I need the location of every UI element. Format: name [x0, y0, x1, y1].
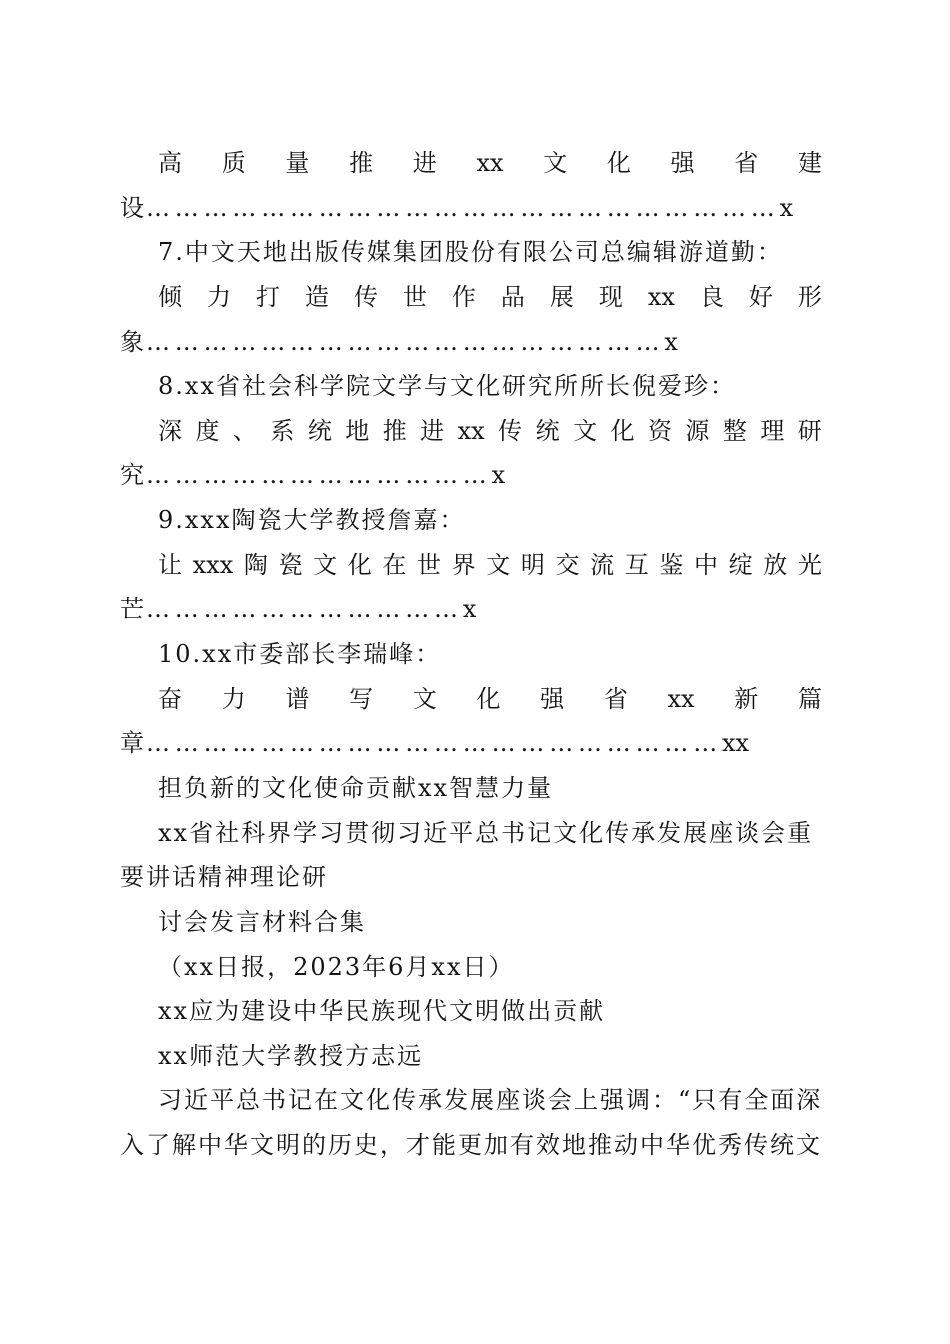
justified-glyph: 统 — [535, 416, 560, 445]
justified-glyph: 谱 — [285, 684, 310, 713]
justified-glyph: xx — [667, 684, 695, 713]
toc-speaker: 7.中文天地出版传媒集团股份有限公司总编辑游道勤： — [158, 238, 783, 267]
justified-glyph: 省 — [734, 149, 759, 177]
justified-glyph: 推 — [349, 149, 374, 177]
justified-glyph: 化 — [476, 684, 501, 713]
justified-glyph: 化 — [610, 416, 635, 445]
justified-glyph: 化 — [347, 550, 372, 579]
toc-leader-line — [120, 186, 822, 231]
justified-glyph: 高 — [158, 149, 182, 177]
collection-title-line: 讨会发言材料合集 — [158, 907, 366, 936]
justified-glyph: xxx — [192, 550, 234, 579]
body-line: 入了解中华文明的历史，才能更加有效地推动中华优秀传统文 — [120, 1131, 822, 1160]
justified-glyph: 传 — [353, 282, 378, 311]
justified-glyph: 省 — [603, 684, 628, 713]
justified-glyph: 进 — [412, 149, 437, 177]
body-line: 习近平总书记在文化传承发展座谈会上强调：“只有全面深 — [158, 1086, 823, 1115]
justified-glyph: 源 — [685, 416, 710, 445]
justified-glyph: 量 — [285, 149, 310, 177]
justified-glyph: 强 — [670, 149, 695, 177]
justified-glyph: 、 — [232, 416, 257, 445]
article-body — [120, 1078, 822, 1167]
justified-glyph: 度 — [195, 416, 220, 445]
justified-glyph: 互 — [624, 550, 649, 579]
justified-glyph: 鉴 — [659, 550, 684, 579]
justified-glyph: 篇 — [797, 684, 822, 713]
toc-entry — [120, 498, 822, 632]
justified-glyph: 在 — [382, 550, 407, 579]
dot-leader: ………………………………………………………… — [146, 193, 780, 222]
toc-leader-line — [120, 587, 822, 632]
justified-glyph: 奋 — [158, 684, 182, 713]
justified-glyph: 展 — [549, 282, 574, 311]
justified-glyph: 化 — [606, 149, 631, 177]
toc-title-line — [120, 409, 822, 454]
justified-glyph: 倾 — [158, 282, 182, 311]
justified-glyph: 品 — [500, 282, 525, 311]
toc-title-end: 芒 — [120, 595, 146, 624]
justified-glyph: 中 — [693, 550, 718, 579]
justified-glyph: 研 — [797, 416, 822, 445]
justified-glyph: 光 — [797, 550, 822, 579]
justified-glyph: 界 — [451, 550, 476, 579]
justified-glyph: 深 — [158, 416, 182, 445]
justified-glyph: 文 — [412, 684, 437, 713]
justified-glyph: 新 — [734, 684, 759, 713]
justified-glyph: 好 — [748, 282, 773, 311]
collection-title-line: 要讲话精神理论研 — [120, 863, 328, 892]
document-page — [120, 141, 822, 1168]
justified-glyph: 地 — [345, 416, 370, 445]
toc-entry — [120, 141, 822, 230]
justified-glyph: 打 — [255, 282, 280, 311]
justified-glyph: 资 — [647, 416, 672, 445]
toc-title-line — [120, 141, 822, 186]
justified-glyph: 整 — [722, 416, 747, 445]
toc-speaker: 8.xx省社会科学院文学与文化研究所所长倪爱珍： — [158, 372, 736, 401]
justified-glyph: 瓷 — [278, 550, 303, 579]
collection-title — [120, 811, 822, 945]
source-line: （xx日报，2023年6月xx日） — [158, 952, 515, 981]
page-number: xx — [722, 729, 750, 758]
page-number: x — [491, 461, 506, 490]
justified-glyph: 文 — [486, 550, 511, 579]
page-number: x — [462, 595, 477, 624]
dot-leader: ……………………………… — [146, 461, 492, 490]
dot-leader: …………………………………………………… — [146, 729, 722, 758]
justified-glyph: 文 — [313, 550, 338, 579]
justified-glyph: 让 — [158, 550, 182, 579]
toc-entry — [120, 364, 822, 498]
justified-glyph: 力 — [221, 684, 246, 713]
toc-title-line — [120, 543, 822, 588]
article-author: xx师范大学教授方志远 — [158, 1041, 424, 1070]
justified-glyph: 形 — [797, 282, 822, 311]
justified-glyph: 现 — [598, 282, 623, 311]
toc-title-end: 设 — [120, 193, 146, 222]
toc-title-end: 究 — [120, 461, 146, 490]
justified-glyph: 世 — [402, 282, 427, 311]
justified-glyph: 陶 — [243, 550, 268, 579]
justified-glyph: xx — [457, 416, 485, 445]
justified-glyph: 流 — [590, 550, 615, 579]
justified-glyph: 系 — [270, 416, 295, 445]
justified-glyph: 传 — [498, 416, 523, 445]
justified-glyph: 放 — [763, 550, 788, 579]
justified-glyph: 建 — [797, 149, 822, 177]
toc-leader-line — [120, 721, 822, 766]
justified-glyph: 统 — [307, 416, 332, 445]
page-number: x — [779, 193, 794, 222]
toc-entry — [120, 632, 822, 766]
justified-glyph: 质 — [221, 149, 246, 177]
justified-glyph: 作 — [451, 282, 476, 311]
toc-title-line — [120, 275, 822, 320]
justified-glyph: xx — [476, 149, 504, 177]
toc-speaker: 10.xx市委部长李瑞峰： — [158, 640, 442, 669]
page-number: x — [664, 327, 678, 356]
dot-leader: …………………………… — [146, 595, 463, 624]
toc-title-line — [120, 677, 822, 722]
collection-title-line: xx省社科界学习贯彻习近平总书记文化传承发展座谈会重 — [158, 818, 814, 847]
dot-leader: ……………………………………………… — [146, 327, 665, 356]
justified-glyph: 世 — [416, 550, 441, 579]
section-heading: 担负新的文化使命贡献xx智慧力量 — [158, 773, 554, 802]
justified-glyph: 写 — [349, 684, 374, 713]
justified-glyph: 交 — [555, 550, 580, 579]
justified-glyph: 明 — [520, 550, 545, 579]
toc-title-end: 章 — [120, 729, 146, 758]
justified-glyph: 力 — [206, 282, 231, 311]
justified-glyph: xx — [647, 282, 675, 311]
justified-glyph: 造 — [304, 282, 329, 311]
justified-glyph: 文 — [573, 416, 598, 445]
article-title: xx应为建设中华民族现代文明做出贡献 — [158, 997, 606, 1026]
justified-glyph: 良 — [699, 282, 724, 311]
toc-title-end: 象 — [120, 327, 146, 356]
justified-glyph: 绽 — [728, 550, 753, 579]
toc-leader-line — [120, 320, 822, 365]
justified-glyph: 推 — [382, 416, 407, 445]
justified-glyph: 强 — [540, 684, 565, 713]
justified-glyph: 理 — [760, 416, 785, 445]
justified-glyph: 进 — [420, 416, 445, 445]
justified-glyph: 文 — [543, 149, 568, 177]
toc-speaker: 9.xxx陶瓷大学教授詹嘉： — [158, 506, 466, 535]
toc-leader-line — [120, 453, 822, 498]
toc-entry — [120, 230, 822, 364]
